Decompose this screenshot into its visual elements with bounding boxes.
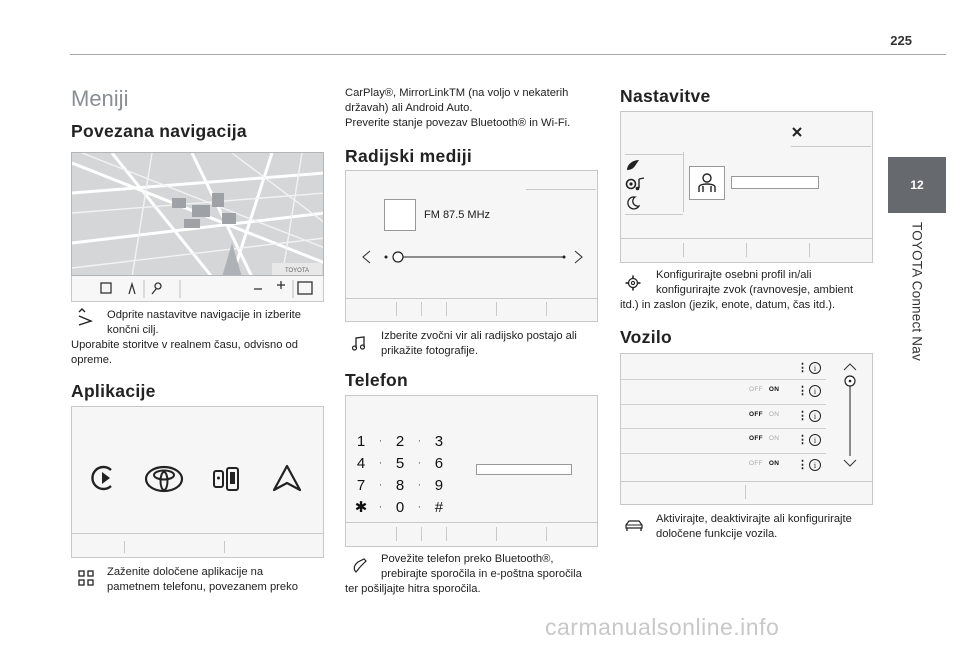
profile-name-field[interactable] <box>731 176 819 189</box>
info-icon[interactable]: i <box>809 385 821 397</box>
divider <box>621 238 873 239</box>
divider <box>625 214 683 215</box>
more-options-icon[interactable]: ⋮ <box>797 434 808 446</box>
keypad-separator: · <box>378 479 383 491</box>
apps-heading: Aplikacije <box>71 381 156 401</box>
settings-text-line3: itd.) in zaslon (jezik, enote, datum, čas itd.). <box>620 299 836 311</box>
radio-heading: Radijski mediji <box>345 146 473 166</box>
keypad-key[interactable]: # <box>434 498 444 516</box>
page-number: 225 <box>890 33 912 48</box>
phone-keypad[interactable] <box>354 430 446 518</box>
divider <box>496 527 497 541</box>
radio-screen <box>345 170 598 322</box>
search-pin-icon <box>155 283 161 289</box>
apps-text-line1: Zaženite določene aplikacije na <box>107 566 264 578</box>
info-icon[interactable]: i <box>809 459 821 471</box>
station-frequency: FM 87.5 MHz <box>424 209 491 221</box>
map-toolbar <box>71 276 324 302</box>
more-options-icon[interactable]: ⋮ <box>797 385 808 397</box>
divider <box>396 302 397 316</box>
divider <box>683 152 684 212</box>
top-rule <box>70 54 946 55</box>
chevron-down-icon <box>844 460 856 466</box>
keypad-row <box>354 474 446 496</box>
navigation-text-line1: Odprite nastavitve navigacije in izberite <box>107 309 302 321</box>
divider <box>809 243 810 257</box>
navigation-text-line4: opreme. <box>71 354 113 366</box>
chapter-tab[interactable] <box>888 157 946 213</box>
tools-icon[interactable] <box>791 126 803 138</box>
carplay-icon[interactable] <box>89 463 119 493</box>
keypad-separator: · <box>378 457 383 469</box>
divider <box>625 154 683 155</box>
on-off-switch[interactable] <box>749 411 779 418</box>
navigation-text-line2: končni cilj. <box>107 324 159 336</box>
divider <box>546 527 547 541</box>
station-artwork <box>384 199 416 231</box>
mirrorlink-icon[interactable] <box>211 464 241 494</box>
divider <box>746 243 747 257</box>
switch-on-label: ON <box>768 411 780 418</box>
vehicle-toggle-row[interactable] <box>621 453 826 477</box>
keypad-key[interactable]: ✱ <box>354 499 368 516</box>
radio-text-line2: prikažite fotografije. <box>381 345 479 357</box>
android-auto-icon[interactable] <box>271 463 303 493</box>
more-options-icon[interactable]: ⋮ <box>797 362 808 374</box>
vehicle-text-line1: Aktivirajte, deaktivirajte ali konfigurirajte <box>656 513 852 525</box>
divider <box>224 541 225 553</box>
navigation-map-screen <box>71 152 324 276</box>
phone-heading: Telefon <box>345 370 409 390</box>
vehicle-toggle-row[interactable] <box>621 428 826 452</box>
slider-handle-icon <box>393 252 403 262</box>
keypad-key[interactable]: 0 <box>395 498 405 516</box>
divider <box>683 243 684 257</box>
vehicle-header-row <box>621 358 826 378</box>
settings-heading: Nastavitve <box>620 86 711 106</box>
divider <box>496 302 497 316</box>
divider <box>446 527 447 541</box>
switch-off-label: OFF <box>749 460 763 467</box>
apps-cont-line3: Preverite stanje povezav Bluetooth® in Wi-Fi. <box>345 117 571 129</box>
keypad-key[interactable]: 9 <box>434 476 444 494</box>
keypad-separator: · <box>417 479 422 491</box>
keypad-key[interactable]: 4 <box>356 454 366 472</box>
keypad-separator: · <box>417 501 422 513</box>
info-icon[interactable]: i <box>809 362 821 374</box>
map-brand-label: TOYOTA <box>284 268 310 274</box>
switch-on-label: ON <box>768 435 780 442</box>
keypad-key[interactable]: 1 <box>356 432 366 450</box>
profile-button[interactable] <box>689 166 725 200</box>
vehicle-toggle-row[interactable] <box>621 404 826 428</box>
chapter-title <box>892 222 942 377</box>
phone-screen <box>345 395 598 547</box>
divider <box>396 527 397 541</box>
checkered-flag-icon <box>101 283 111 293</box>
info-icon[interactable]: i <box>809 434 821 446</box>
apps-cont-line1: CarPlay®, MirrorLinkTM (na voljo v nekaterih <box>345 87 569 99</box>
divider <box>745 485 746 499</box>
divider <box>421 527 422 541</box>
keypad-row <box>354 430 446 452</box>
compass-icon <box>129 284 135 294</box>
keypad-separator: · <box>417 435 422 447</box>
keypad-separator: · <box>417 457 422 469</box>
keypad-key[interactable]: 7 <box>356 476 366 494</box>
radio-description <box>345 329 600 359</box>
map-image <box>72 153 324 276</box>
settings-text-line1: Konfigurirajte osebni profil in/ali <box>656 269 812 281</box>
keypad-separator: · <box>378 501 383 513</box>
keypad-key[interactable]: 6 <box>434 454 444 472</box>
vehicle-heading: Vozilo <box>620 327 673 347</box>
phone-text-line2: prebirajte sporočila in e-poštna sporočila <box>381 568 582 580</box>
vehicle-description <box>620 512 875 542</box>
chevron-right-icon <box>575 251 582 263</box>
navigation-heading: Povezana navigacija <box>71 121 247 141</box>
user-profile-icon <box>690 167 724 199</box>
apps-text-line2: pametnem telefonu, povezanem preko <box>107 581 298 593</box>
vehicle-text-line2: določene funkcije vozila. <box>656 528 778 540</box>
apps-description <box>71 565 326 595</box>
toyota-logo-icon[interactable] <box>144 465 184 493</box>
settings-screen <box>620 111 873 263</box>
switch-on-label: ON <box>768 386 780 393</box>
on-off-switch[interactable] <box>749 435 779 442</box>
navigation-description <box>71 308 326 368</box>
divider <box>72 533 324 534</box>
vehicle-screen <box>620 353 873 505</box>
on-off-switch[interactable] <box>749 386 779 393</box>
divider <box>621 481 873 482</box>
phone-text-line1: Povežite telefon preko Bluetooth®, <box>381 553 554 565</box>
watermark: carmanualsonline.info <box>545 614 780 640</box>
chapter-number: 12 <box>910 178 924 192</box>
phone-text-line3: ter pošiljajte hitra sporočila. <box>345 583 481 595</box>
map-layers-icon <box>298 282 312 294</box>
on-off-switch[interactable] <box>749 460 779 467</box>
info-icon[interactable]: i <box>809 410 821 422</box>
settings-description <box>620 268 875 313</box>
divider <box>346 522 598 523</box>
navigation-text-line3: Uporabite storitve v realnem času, odvisno od <box>71 339 298 351</box>
divider <box>346 298 598 299</box>
settings-text-line2: konfigurirajte zvok (ravnovesje, ambient <box>656 284 854 296</box>
keypad-row <box>354 452 446 474</box>
page-title: Meniji <box>71 86 129 111</box>
switch-off-label: OFF <box>749 435 763 442</box>
more-options-icon[interactable]: ⋮ <box>797 459 808 471</box>
keypad-key[interactable]: 2 <box>395 432 405 450</box>
night-mode-icon[interactable] <box>626 196 640 210</box>
vehicle-scrollbar[interactable] <box>833 358 867 470</box>
switch-off-label: OFF <box>749 386 763 393</box>
chevron-up-icon <box>844 364 856 370</box>
vehicle-toggle-row[interactable] <box>621 379 826 403</box>
keypad-key[interactable]: 8 <box>395 476 405 494</box>
phone-number-field[interactable] <box>476 464 572 475</box>
more-options-icon[interactable]: ⋮ <box>797 410 808 422</box>
keypad-key[interactable]: 5 <box>395 454 405 472</box>
chevron-left-icon <box>363 251 370 263</box>
radio-text-line1: Izberite zvočni vir ali radijsko postajo ali <box>381 330 577 342</box>
divider <box>791 146 871 147</box>
divider <box>526 189 596 190</box>
apps-screen <box>71 406 324 558</box>
divider <box>446 302 447 316</box>
apps-cont-line2: državah) ali Android Auto. <box>345 102 473 114</box>
display-settings-icon[interactable] <box>625 158 641 172</box>
keypad-key[interactable]: 3 <box>434 432 444 450</box>
phone-description <box>345 552 600 597</box>
keypad-row <box>354 496 446 518</box>
switch-off-label: OFF <box>749 411 763 418</box>
switch-on-label: ON <box>768 460 780 467</box>
chapter-title-text: TOYOTA Connect Nav <box>909 222 925 361</box>
sound-settings-icon[interactable] <box>625 176 647 192</box>
divider <box>421 302 422 316</box>
frequency-slider[interactable] <box>358 247 588 267</box>
divider <box>124 541 125 553</box>
divider <box>546 302 547 316</box>
keypad-separator: · <box>378 435 383 447</box>
apps-description-continued <box>345 86 605 131</box>
